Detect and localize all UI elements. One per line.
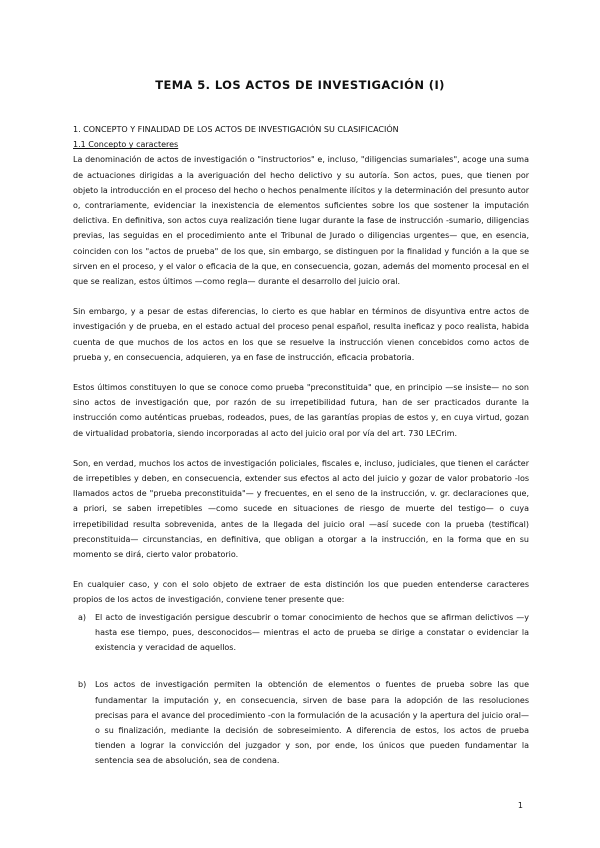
paragraph: Estos últimos constituyen lo que se conoce como prueba "preconstituida" que, en principio —se insiste— no son sino actos de investigación que, por razón de su irrepetibilidad futura, han de ser practicados durante la instrucción como auténticas pruebas, rodeados, pues, de las garantías propias de estos y, en cuya virtud, gozan de virtualidad probatoria, siendo incorporadas al acto del juicio oral por vía del art. 730 LECrim. [73,383,529,438]
paragraph: En cualquier caso, y con el solo objeto de extraer de esta distinción los que pueden entenderse caracteres propios de los actos de investigación, conviene tener presente que: [73,580,529,605]
list-item [73,610,529,656]
paragraph: La denominación de actos de investigación o "instructorios" e, incluso, "diligencias sumariales", acoge una suma de actuaciones dirigidas a la averiguación del hecho delictivo y su autoría. Son actos, pues, que tienen por objeto la introducción en el proceso del hecho o hechos penalmente ilícitos y la determinación del presunto autor o, contrariamente, evidenciar la inexistencia de elementos suficientes sobre los que sostener la imputación delictiva. En definitiva, son actos cuya realización tiene lugar durante la fase de instrucción -sumario, diligencias previas, las seguidas en el procedimiento ante el Tribunal de Jurado o diligencias urgentes— que, en esencia, coinciden con los "actos de prueba" de los que, sin embargo, se distinguen por la finalidad y función a la que se sirven en el proceso, y el valor o eficacia de la que, en consecuencia, gozan, además del momento procesal en el que se realizan, estos últimos —como regla— durante el desarrollo del juicio oral. [73,155,529,287]
page-number: 1 [517,801,523,810]
section-heading: 1. CONCEPTO Y FINALIDAD DE LOS ACTOS DE INVESTIGACIÓN SU CLASIFICACIÓN [73,125,399,134]
page-title: TEMA 5. LOS ACTOS DE INVESTIGACIÓN (I) [155,78,445,92]
document-body [73,122,529,784]
list-marker: a) [78,612,87,622]
paragraph: Sin embargo, y a pesar de estas diferencias, lo cierto es que hablar en términos de disyuntiva entre actos de investigación y de prueba, en el estado actual del proceso penal español, resulta ineficaz y poco realista, habida cuenta de que muchos de los actos en los que se resuelve la instrucción vienen concebidos como actos de prueba y, en consecuencia, adquieren, ya en fase de instrucción, eficacia probatoria. [73,307,529,362]
list-item [73,677,529,768]
subsection-heading: 1.1 Concepto y caracteres [73,140,179,150]
list-marker: b) [78,680,87,690]
list-item-text: Los actos de investigación permiten la obtención de elementos o fuentes de prueba sobre las que fundamentar la imputación y, en consecuencia, sirven de base para la adopción de las resoluciones precisas para el avance del procedimiento -con la formulación de la acusación y la apertura del juicio oral— o su finalización, mediante la decisión de sobreseimiento. A diferencia de estos, los actos de prueba tienden a lograr la convicción del juzgador y son, por ende, los únicos que pueden fundamentar la sentencia sea de absolución, sea de condena. [95,680,529,766]
list-item-text: El acto de investigación persigue descubrir o tomar conocimiento de hechos que se afirman delictivos —y hasta ese tiempo, pues, desconocidos— mientras el acto de prueba se dirige a constatar o evidenciar la existencia y veracidad de aquellos. [95,612,529,653]
characteristics-list [73,610,529,769]
paragraph: Son, en verdad, muchos los actos de investigación policiales, fiscales e, incluso, judiciales, que tienen el carácter de irrepetibles y deben, en consecuencia, extender sus efectos al acto del juicio y gozar de valor probatorio -los llamados actos de "prueba preconstituida"— y frecuentes, en el seno de la instrucción, v. gr. declaraciones que, a priori, se saben irrepetibles —como sucede en situaciones de riesgo de muerte del testigo— o cuya irrepetibilidad resulta sobrevenida, antes de la llegada del juicio oral —así sucede con la prueba (testifical) preconstituida— circunstancias, en definitiva, que obligan a otorgar a la instrucción, en la forma que en su momento se dirá, cierto valor probatorio. [73,458,529,560]
